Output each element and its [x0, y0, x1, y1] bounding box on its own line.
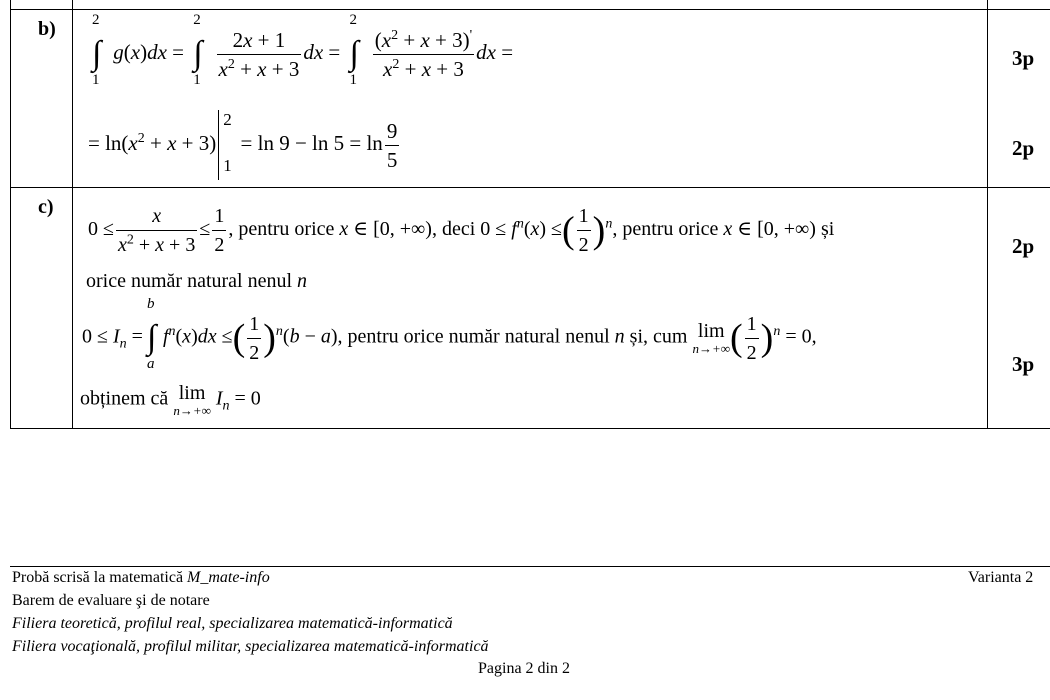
section-c-points-1: 2p: [1012, 234, 1035, 258]
footer-variant: Varianta 2: [968, 569, 1034, 586]
footer-exam-title: [12, 569, 270, 587]
section-c-line-4: obținem că lim n→+∞ $I_n = 0$: [80, 382, 261, 418]
label-column-border: [72, 0, 73, 429]
section-b-points-2: 2p: [1012, 136, 1035, 160]
footer-divider: [10, 566, 1050, 567]
table-left-border: [10, 0, 11, 429]
footer-page-number: Pagina 2 din 2: [478, 660, 570, 677]
table-top-border: [10, 9, 1050, 10]
section-b-points-1: 3p: [1012, 46, 1035, 70]
footer-track-vocational: Filiera vocaţională, profilul militar, specializarea matematică-informatică: [12, 638, 489, 655]
section-c-points-2: 3p: [1012, 352, 1035, 376]
row-divider: [10, 187, 1050, 188]
footer-exam-title-text: Probă scrisă la matematică: [12, 569, 188, 586]
points-column-border: [987, 0, 988, 429]
section-b-label: b): [38, 18, 56, 40]
footer-grading-title: Barem de evaluare şi de notare: [12, 592, 210, 609]
section-c-line-2: orice număr natural nenul n: [86, 270, 308, 292]
section-c-line-1: 0 ≤ $\frac{x}{x^2 + x + 3}$ ≤ $\frac{1}{2}$ , pentru orice x ∈ [0, +∞), deci $0 \le f^n(x)$ ≤( $\frac{1}{2}$ )$^n$, pentru orice x ∈ [0, +∞) și: [88, 205, 835, 256]
footer-exam-subject: M_mate-info: [187, 569, 270, 586]
section-c-label: c): [38, 196, 54, 218]
section-b-integral-line: 2 ∫ 1 g(x)dx = 2 ∫ 1 $\frac{2x + 1}{x^2 + x + 3}$ dx = 2 ∫ 1 $\frac{(x^2 + x + 3)'}{x^2 + x + 3}$ dx =: [92, 12, 514, 88]
footer-track-theoretical: Filiera teoretică, profilul real, specializarea matematică-informatică: [12, 615, 453, 632]
section-c-line-3: $0 \le I_n$ = b ∫ a $f^n(x)dx$ ≤( $\frac{1}{2}$ )$^n$(b − a), pentru orice număr natural nenul n și, cum lim n→+∞ ( $\frac{1}{2}$ )$^n$ = 0,: [82, 296, 817, 372]
section-b-result-line: = $\ln(x^2 + x + 3)$ 2 1 = ln 9 − ln 5 = ln $\frac{9}{5}$: [88, 110, 401, 180]
table-bottom-border: [10, 428, 1050, 429]
